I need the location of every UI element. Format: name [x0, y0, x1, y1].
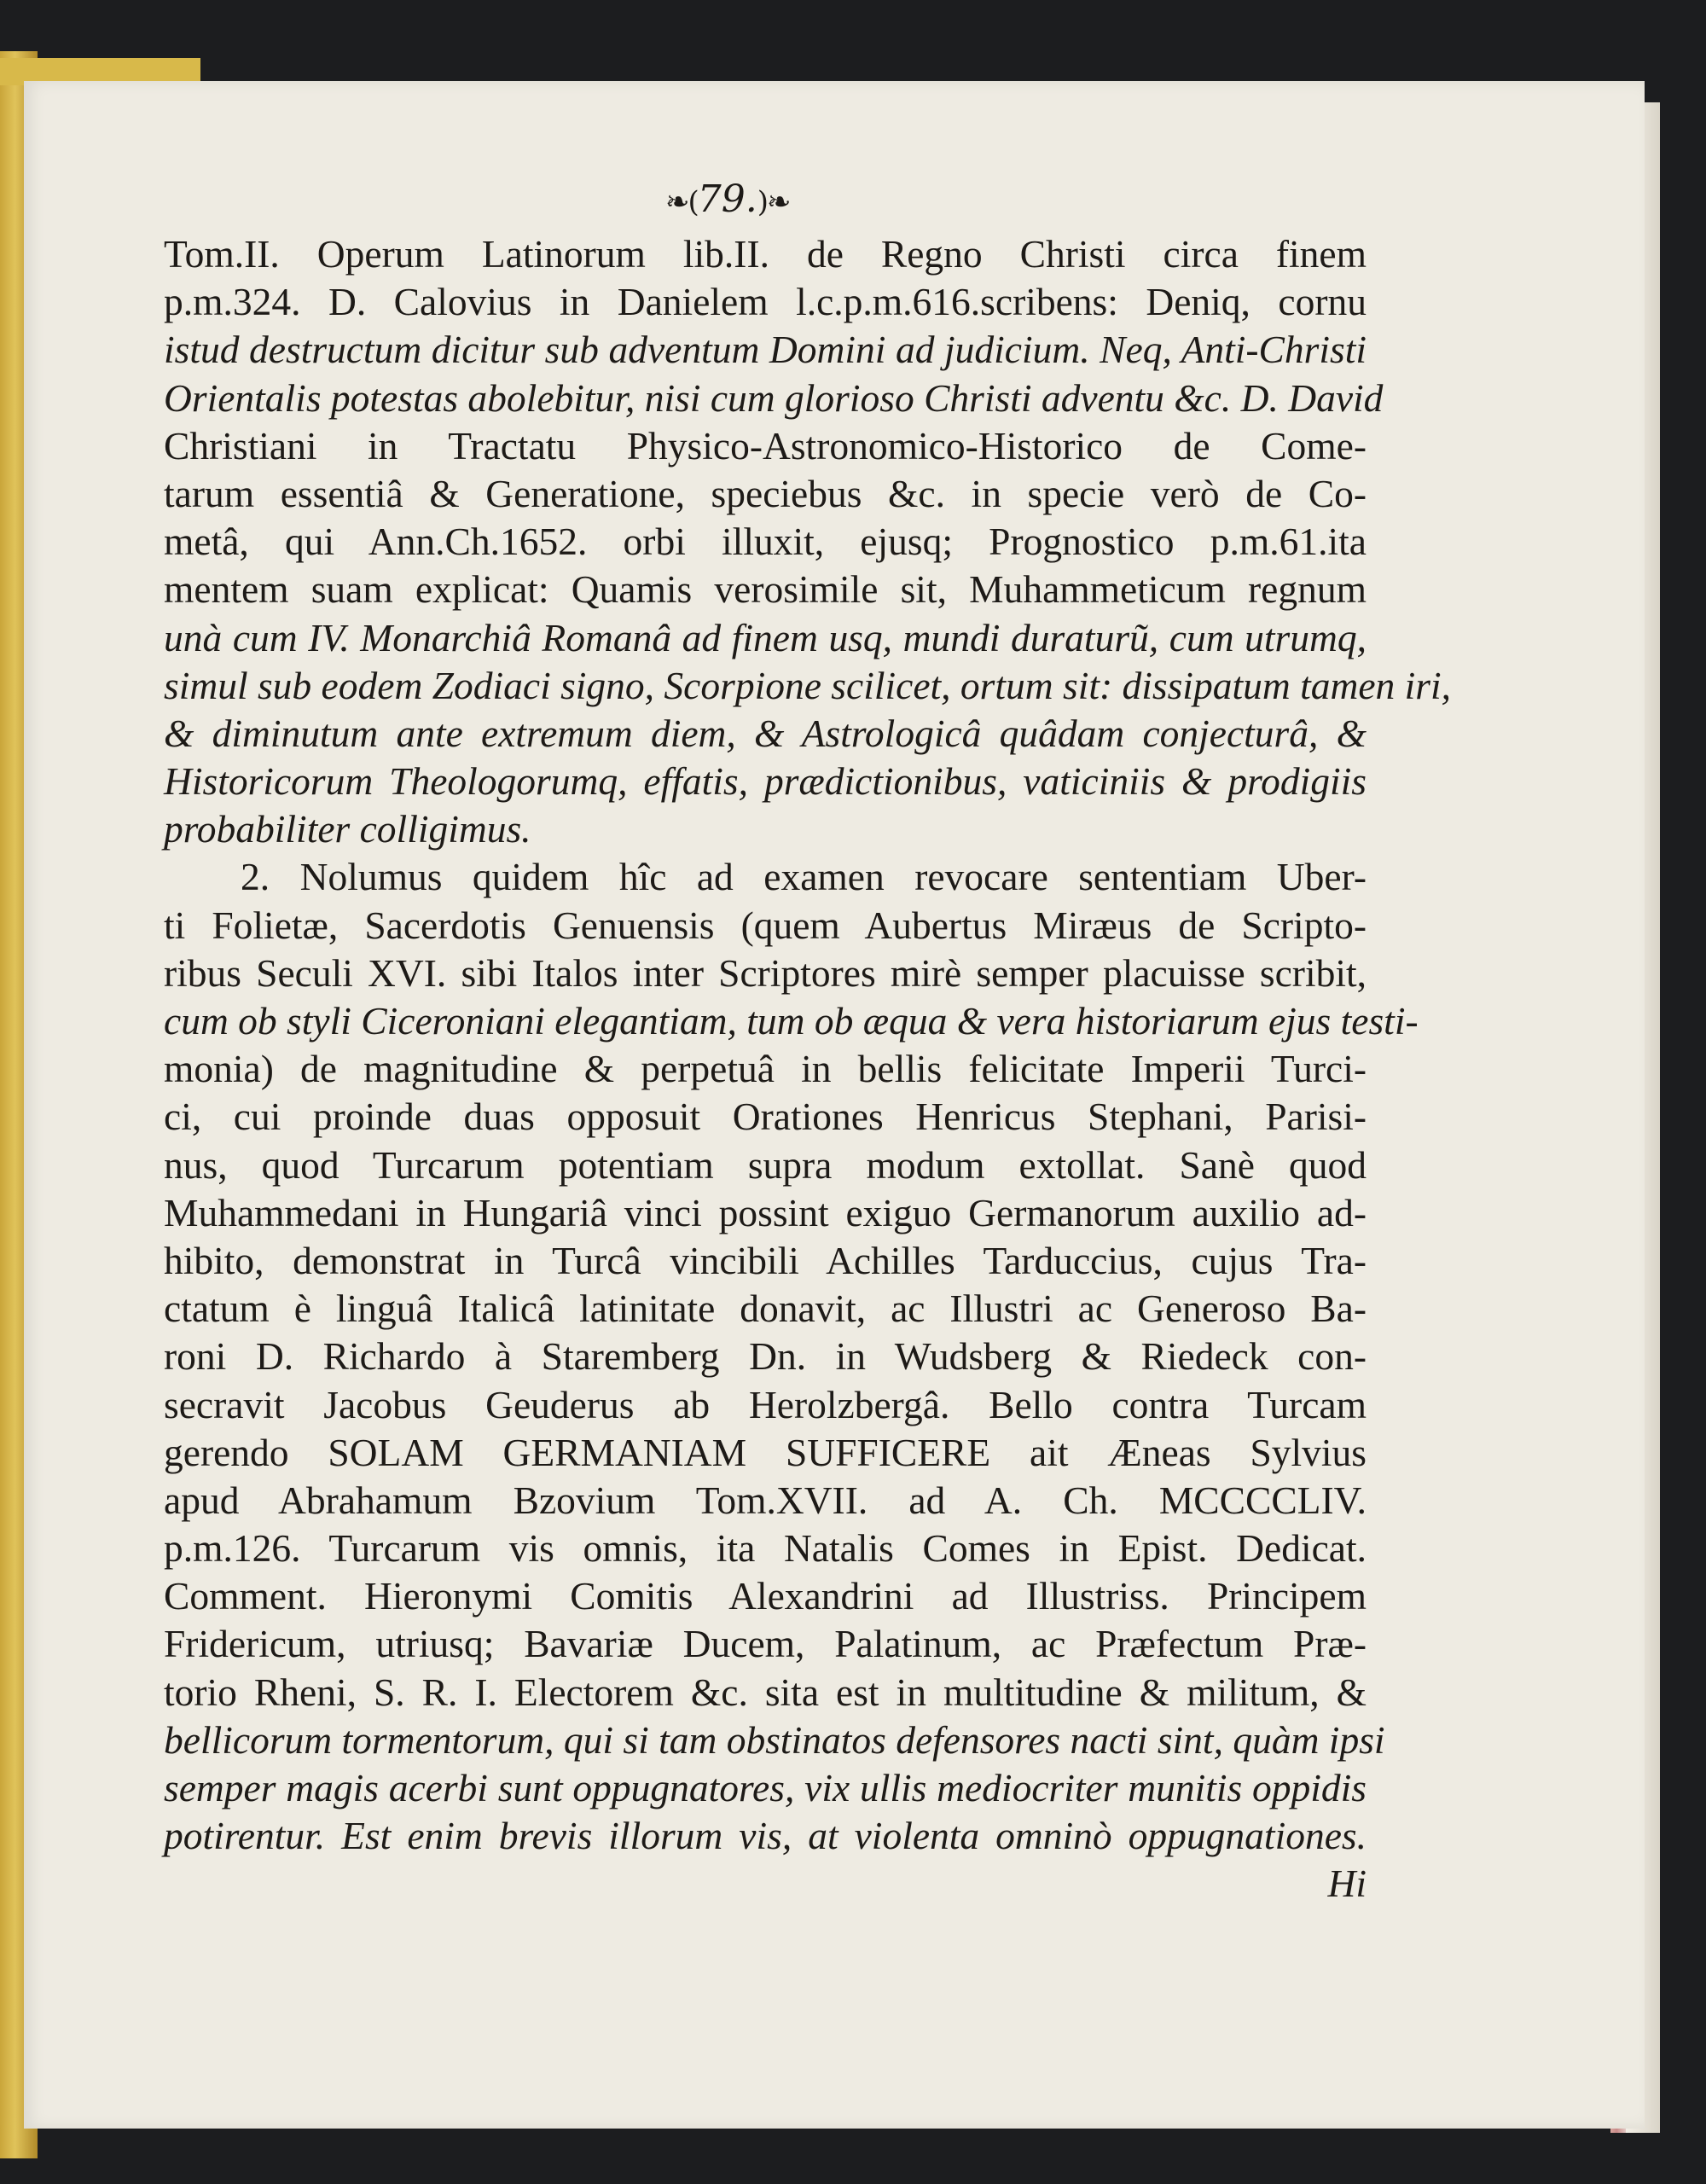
text-line: secravit Jacobus Geuderus ab Herolzbergâ. Bello contra Turcam: [164, 1382, 1367, 1426]
text-line: Comment. Hieronymi Comitis Alexandrini ad Illustriss. Principem: [164, 1574, 1367, 1618]
text-line: Christiani in Tractatu Physico-Astronomico-Historico de Come-: [164, 423, 1367, 468]
text-line: Fridericum, utriusq; Bavariæ Ducem, Palatinum, ac Præfectum Præ-: [164, 1622, 1367, 1666]
page-text: [164, 230, 1452, 1908]
text-line: apud Abrahamum Bzovium Tom.XVII. ad A. Ch. MCCCCLIV.: [164, 1478, 1367, 1522]
text-line: mentem suam explicat: Quamis verosimile sit, Muhammeticum regnum: [164, 567, 1367, 612]
text-line: Muhammedani in Hungariâ vinci possint exiguo Germanorum auxilio ad-: [164, 1190, 1367, 1234]
text-line: tarum essentiâ & Generatione, speciebus &c. in specie verò de Co-: [164, 471, 1367, 515]
text-line: 2. Nolumus quidem hîc ad examen revocare sententiam Uber-: [241, 855, 1367, 899]
text-line: hibito, demonstrat in Turcâ vincibili Achilles Tarduccius, cujus Tra-: [164, 1238, 1367, 1282]
text-line: & diminutum ante extremum diem, & Astrologicâ quâdam conjecturâ, &: [164, 711, 1367, 755]
text-line: p.m.126. Turcarum vis omnis, ita Natalis Comes in Epist. Dedicat.: [164, 1526, 1367, 1571]
text-line: nus, quod Turcarum potentiam supra modum extollat. Sanè quod: [164, 1142, 1367, 1187]
text-line: bellicorum tormentorum, qui si tam obstinatos defensores nacti sint, quàm ipsi: [164, 1717, 1385, 1762]
text-line: ribus Seculi XVI. sibi Italos inter Scriptores mirè semper placuisse scribit,: [164, 950, 1367, 995]
text-line: simul sub eodem Zodiaci signo, Scorpione scilicet, ortum sit: dissipatum tamen iri,: [164, 663, 1452, 707]
text-line: roni D. Richardo à Staremberg Dn. in Wudsberg & Riedeck con-: [164, 1334, 1367, 1379]
catchword: Hi: [1327, 1862, 1367, 1906]
text-line: Tom.II. Operum Latinorum lib.II. de Regno Christi circa finem: [164, 232, 1367, 276]
text-line: ctatum è linguâ Italicâ latinitate donavit, ac Illustri ac Generoso Ba-: [164, 1287, 1367, 1331]
ornament-left: ❧(: [665, 185, 698, 219]
page-header: [665, 177, 921, 230]
text-line: gerendo SOLAM GERMANIAM SUFFICERE ait Æneas Sylvius: [164, 1430, 1367, 1474]
text-line: torio Rheni, S. R. I. Electorem &c. sita est in multitudine & militum, &: [164, 1670, 1367, 1714]
ornament-right: )❧: [757, 185, 790, 219]
text-line: unà cum IV. Monarchiâ Romanâ ad finem usq, mundi duraturũ, cum utrumq,: [164, 615, 1367, 659]
text-line: Orientalis potestas abolebitur, nisi cum glorioso Christi adventu &c. D. David: [164, 375, 1384, 420]
text-line: metâ, qui Ann.Ch.1652. orbi illuxit, ejusq; Prognostico p.m.61.ita: [164, 520, 1367, 564]
text-line: potirentur. Est enim brevis illorum vis, at violenta omninò oppugnationes.: [164, 1814, 1367, 1858]
text-line: Historicorum Theologorumq, effatis, prædictionibus, vaticiniis & prodigiis: [164, 759, 1367, 804]
text-line: monia) de magnitudine & perpetuâ in bellis felicitate Imperii Turci-: [164, 1047, 1367, 1091]
text-line: ti Folietæ, Sacerdotis Genuensis (quem Aubertus Miræus de Scripto-: [164, 903, 1367, 947]
text-line: ci, cui proinde duas opposuit Orationes Henricus Stephani, Parisi-: [164, 1095, 1367, 1139]
text-line: istud destructum dicitur sub adventum Domini ad judicium. Neq, Anti-Christi: [164, 328, 1367, 372]
text-line: semper magis acerbi sunt oppugnatores, vix ullis mediocriter munitis oppidis: [164, 1766, 1367, 1809]
text-line: cum ob styli Ciceroniani elegantiam, tum ob æqua & vera historiarum ejus testi-: [164, 999, 1419, 1043]
page-number: 79.: [697, 177, 757, 221]
text-line: probabiliter colligimus.: [164, 807, 531, 851]
text-line: p.m.324. D. Calovius in Danielem l.c.p.m.616.scribens: Deniq, cornu: [164, 280, 1367, 324]
